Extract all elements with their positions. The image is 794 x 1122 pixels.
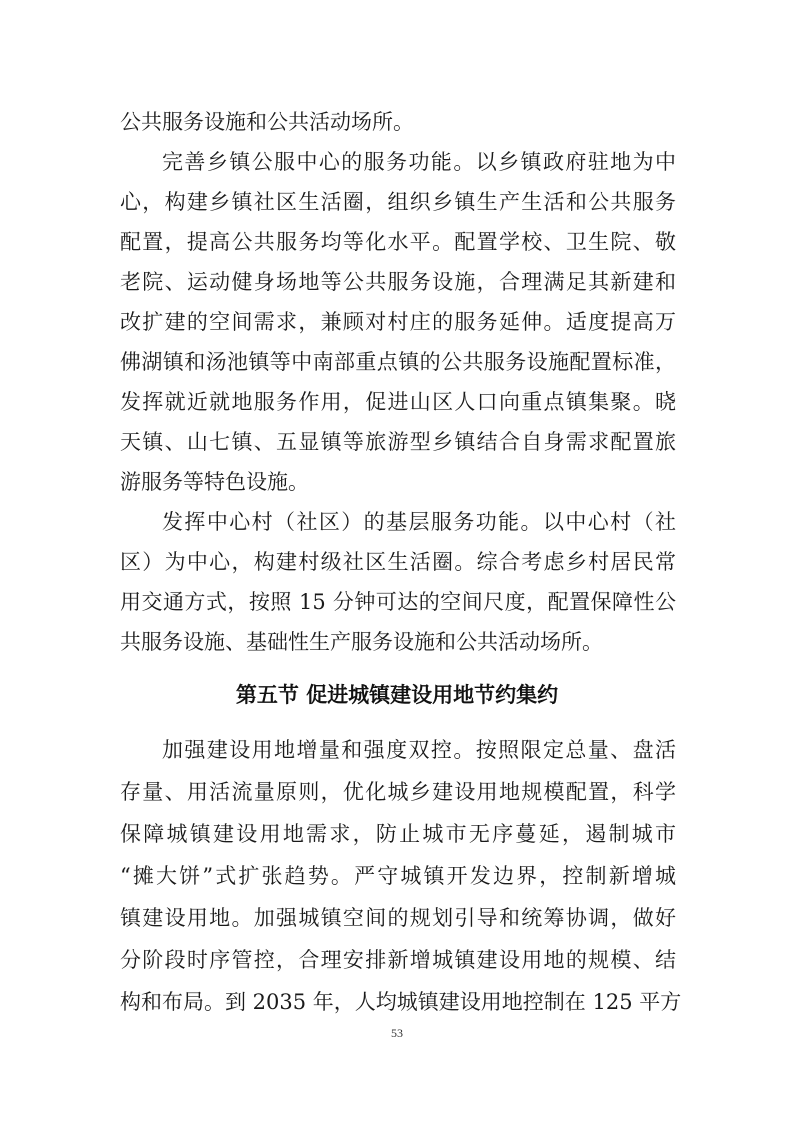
paragraph-1-line-4: 改扩建的空间需求，兼顾对村庄的服务延伸。适度提高万	[120, 310, 676, 334]
paragraph-1-line-6: 发挥就近就地服务作用，促进山区人口向重点镇集聚。晓	[120, 390, 676, 414]
paragraph-3-line-4: 镇建设用地。加强城镇空间的规划引导和统筹协调，做好	[120, 906, 676, 930]
paragraph-2-line-1: 区）为中心，构建村级社区生活圈。综合考虑乡村居民常	[120, 550, 676, 574]
paragraph-1-line-5: 佛湖镇和汤池镇等中南部重点镇的公共服务设施配置标准，	[120, 350, 676, 374]
paragraph-2-line-3: 共服务设施、基础性生产服务设施和公共活动场所。	[120, 630, 603, 654]
paragraph-1-line-1: 心，构建乡镇社区生活圈，组织乡镇生产生活和公共服务	[120, 190, 676, 214]
paragraph-1-line-2: 配置，提高公共服务均等化水平。配置学校、卫生院、敬	[120, 230, 676, 254]
paragraph-3-line-0: 加强建设用地增量和强度双控。按照限定总量、盘活	[162, 738, 676, 762]
paragraph-3-line-6: 构和布局。到 2035 年，人均城镇建设用地控制在 125 平方	[120, 990, 682, 1014]
paragraph-3-line-3: “摊大饼”式扩张趋势。严守城镇开发边界，控制新增城	[120, 864, 676, 888]
paragraph-2-line-0: 发挥中心村（社区）的基层服务功能。以中心村（社	[162, 510, 676, 534]
paragraph-0-line-0: 公共服务设施和公共活动场所。	[120, 110, 414, 134]
paragraph-3-line-1: 存量、用活流量原则，优化城乡建设用地规模配置，科学	[120, 780, 676, 804]
paragraph-3-line-5: 分阶段时序管控，合理安排新增城镇建设用地的规模、结	[120, 948, 676, 972]
paragraph-1-line-3: 老院、运动健身场地等公共服务设施，合理满足其新建和	[120, 270, 676, 294]
paragraph-1-line-7: 天镇、山七镇、五显镇等旅游型乡镇结合自身需求配置旅	[120, 430, 676, 454]
paragraph-1-line-0: 完善乡镇公服中心的服务功能。以乡镇政府驻地为中	[162, 150, 676, 174]
paragraph-1-line-8: 游服务等特色设施。	[120, 470, 309, 494]
section-heading: 第五节 促进城镇建设用地节约集约	[235, 683, 559, 707]
page-number: 53	[391, 1026, 403, 1040]
paragraph-3-line-2: 保障城镇建设用地需求，防止城市无序蔓延，遏制城市	[120, 822, 676, 846]
paragraph-2-line-2: 用交通方式，按照 15 分钟可达的空间尺度，配置保障性公	[120, 590, 676, 614]
